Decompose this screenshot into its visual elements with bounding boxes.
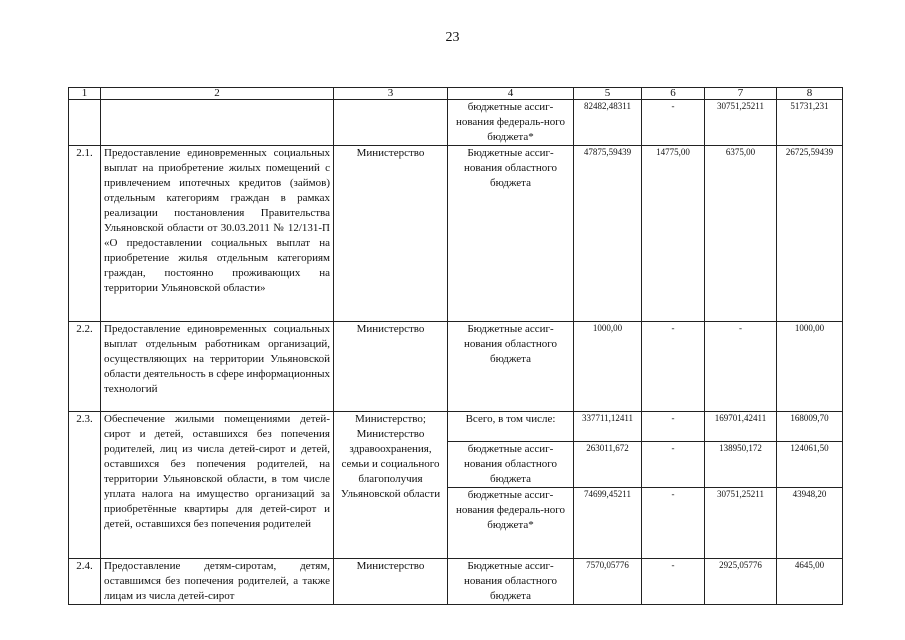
row-number: 2.4. [69, 559, 101, 605]
value-col7: 30751,25211 [705, 100, 777, 146]
header-row [69, 88, 843, 100]
value-col8: 43948,20 [777, 488, 843, 559]
executor: Министерство [334, 146, 448, 322]
row-number: 2.3. [69, 412, 101, 559]
table-row [69, 412, 843, 442]
value-col5: 82482,48311 [574, 100, 642, 146]
value-col7: 2925,05776 [705, 559, 777, 605]
measure-name: Обеспечение жилыми помещениями детей-сирот и детей, оставшихся без попечения родителей, лиц из числа детей-сирот и детей, оставшихся без попечения родителей, на территории Ульяновской области, в том числе уплата налога на имущество организаций за приобретённые квартиры для детей-сирот и детей, оставшихся без попечения родителей [101, 412, 334, 559]
value-col7: 169701,42411 [705, 412, 777, 442]
col-header-3: 3 [334, 88, 448, 100]
budget-table [68, 87, 843, 605]
row-number: 2.2. [69, 322, 101, 412]
value-col6: - [642, 559, 705, 605]
value-col8: 51731,231 [777, 100, 843, 146]
value-col5: 47875,59439 [574, 146, 642, 322]
funding-source: Всего, в том числе: [448, 412, 574, 442]
executor: Министерство [334, 322, 448, 412]
table-row [69, 146, 843, 322]
measure-name: Предоставление единовременных социальных выплат на приобретение жилых помещений с привлечением ипотечных кредитов (займов) отдельным категориям граждан в рамках реализации постановления Правительства Ульяновской области от 30.03.2011 № 12/131-П «О предоставлении социальных выплат на приобретение жилья отдельным категориям граждан, постоянно проживающих на территории Ульяновской области» [101, 146, 334, 322]
col-header-7: 7 [705, 88, 777, 100]
value-col8: 26725,59439 [777, 146, 843, 322]
value-col5: 74699,45211 [574, 488, 642, 559]
col-header-8: 8 [777, 88, 843, 100]
value-col7: 138950,172 [705, 442, 777, 488]
row-number: 2.1. [69, 146, 101, 322]
value-col7: 30751,25211 [705, 488, 777, 559]
col-header-2: 2 [101, 88, 334, 100]
value-col6: 14775,00 [642, 146, 705, 322]
table-row [69, 322, 843, 412]
col-header-6: 6 [642, 88, 705, 100]
value-col6: - [642, 442, 705, 488]
value-col6: - [642, 488, 705, 559]
value-col7: - [705, 322, 777, 412]
value-col6: - [642, 100, 705, 146]
value-col5: 337711,12411 [574, 412, 642, 442]
value-col8: 1000,00 [777, 322, 843, 412]
col-header-5: 5 [574, 88, 642, 100]
value-col6: - [642, 322, 705, 412]
page-number: 23 [445, 30, 460, 45]
executor: Министерство; Министерство здравоохранения, семьи и социального благополучия Ульяновской области [334, 412, 448, 559]
measure-name: Предоставление детям-сиротам, детям, оставшимся без попечения родителей, а также лицам из числа детей-сирот [101, 559, 334, 605]
col-header-1: 1 [69, 88, 101, 100]
value-col5: 7570,05776 [574, 559, 642, 605]
value-col5: 263011,672 [574, 442, 642, 488]
col-header-4: 4 [448, 88, 574, 100]
executor: Министерство [334, 559, 448, 605]
funding-source: бюджетные ассиг-нования областного бюджета [448, 442, 574, 488]
value-col8: 168009,70 [777, 412, 843, 442]
value-col6: - [642, 412, 705, 442]
table-row [69, 559, 843, 605]
value-col8: 124061,50 [777, 442, 843, 488]
funding-source: Бюджетные ассиг-нования областного бюджета [448, 146, 574, 322]
measure-name [101, 100, 334, 146]
funding-source: бюджетные ассиг-нования федераль-ного бюджета* [448, 100, 574, 146]
table-row [69, 100, 843, 146]
value-col7: 6375,00 [705, 146, 777, 322]
value-col8: 4645,00 [777, 559, 843, 605]
funding-source: Бюджетные ассиг-нования областного бюджета [448, 322, 574, 412]
executor [334, 100, 448, 146]
measure-name: Предоставление единовременных социальных выплат отдельным работникам организаций, осуществляющих на территории Ульяновской области деятельность в сфере информационных технологий [101, 322, 334, 412]
row-number [69, 100, 101, 146]
value-col5: 1000,00 [574, 322, 642, 412]
funding-source: Бюджетные ассиг-нования областного бюджета [448, 559, 574, 605]
funding-source: бюджетные ассиг-нования федераль-ного бюджета* [448, 488, 574, 559]
